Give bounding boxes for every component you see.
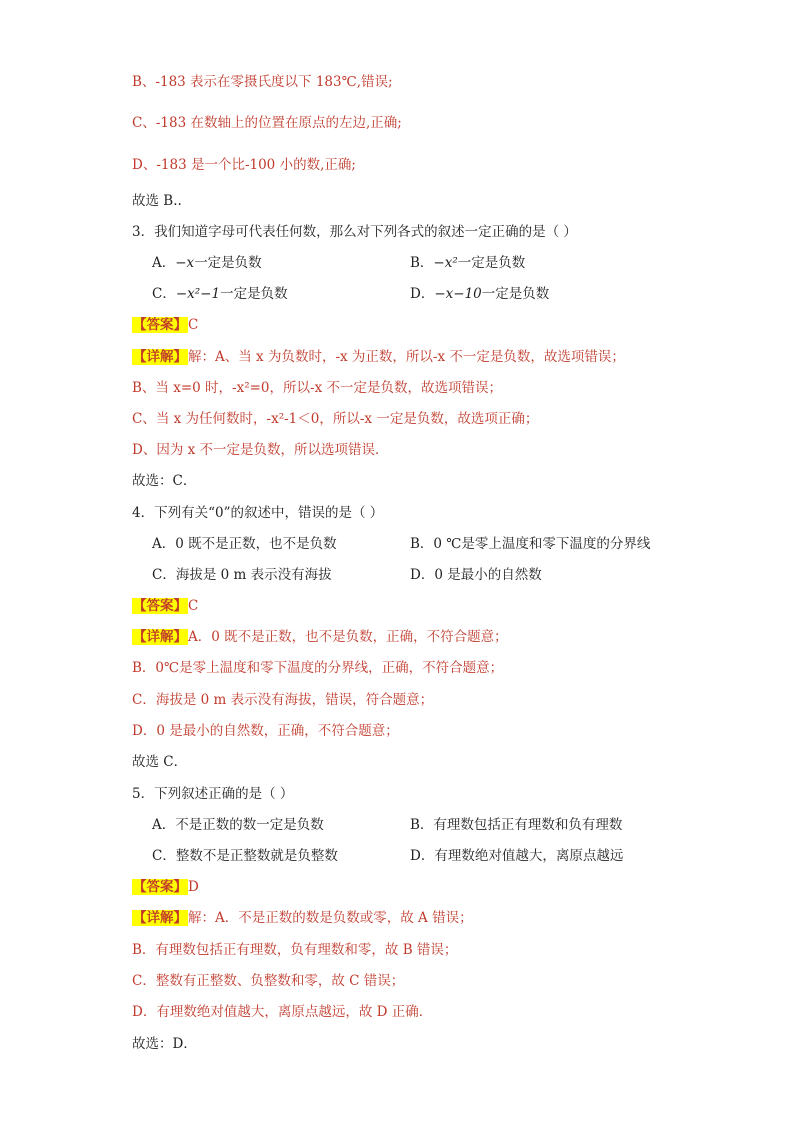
q3-answer — [132, 315, 198, 335]
q3-option-c-math: −x²−1 — [175, 286, 221, 302]
q3-detail-3: C、当 x 为任何数时，-x²-1＜0，所以-x 一定是负数，故选项正确； — [132, 411, 539, 427]
q4-option-b: B．0 ℃是零上温度和零下温度的分界线 — [410, 536, 651, 552]
q5-stem: 5．下列叙述正确的是（ ） — [132, 786, 294, 802]
q3-detail-2: B、当 x=0 时，-x²=0，所以-x 不一定是负数，故选项错误； — [132, 380, 502, 396]
detail-tag: 【详解】 — [133, 910, 187, 926]
detail-tag: 【详解】 — [133, 629, 187, 645]
q3-option-b-math: −x² — [433, 255, 458, 271]
q4-option-d: D．0 是最小的自然数 — [410, 567, 542, 583]
q4-detail-1-text: A．0 既不是正数，也不是负数，正确，不符合题意； — [188, 629, 508, 645]
q5-detail-4: D．有理数绝对值越大，离原点越远，故 D 正确． — [132, 1004, 433, 1020]
q3-option-c-letter: C． — [152, 286, 176, 302]
q5-answer — [132, 877, 199, 897]
q5-option-c: C．整数不是正整数就是负整数 — [152, 848, 338, 864]
q3-option-c — [152, 284, 288, 304]
q3-answer-value: C — [188, 317, 199, 333]
q3-option-b — [410, 253, 525, 273]
q5-answer-value: D — [188, 879, 199, 895]
q4-stem: 4．下列有关“0”的叙述中，错误的是（ ） — [132, 505, 384, 521]
q5-detail-3: C．整数有正整数、负整数和零，故 C 错误； — [132, 973, 405, 989]
q3-option-d-letter: D． — [410, 286, 435, 302]
q4-detail-1 — [132, 627, 508, 647]
q5-option-b: B．有理数包括正有理数和负有理数 — [410, 817, 623, 833]
q5-option-d: D．有理数绝对值越大，离原点越远 — [410, 848, 624, 864]
q5-option-a: A．不是正数的数一定是负数 — [152, 817, 324, 833]
q3-option-d-text: 一定是负数 — [481, 286, 550, 302]
q3-option-b-text: 一定是负数 — [457, 255, 526, 271]
q4-choose: 故选 C． — [132, 754, 188, 770]
prev-detail-c: C、-183 在数轴上的位置在原点的左边,正确; — [132, 115, 402, 131]
q3-detail-1-text: 解：A、当 x 为负数时，-x 为正数，所以-x 不一定是负数，故选项错误； — [188, 349, 625, 365]
q3-option-d-math: −x−10 — [434, 286, 482, 302]
answer-tag: 【答案】 — [133, 598, 187, 614]
q3-option-a-math: −x — [175, 255, 195, 271]
q4-answer — [132, 596, 198, 616]
q5-detail-2: B．有理数包括正有理数，负有理数和零，故 B 错误； — [132, 942, 458, 958]
q3-option-a-text: 一定是负数 — [194, 255, 262, 271]
prev-detail-d: D、-183 是一个比-100 小的数,正确; — [132, 157, 356, 173]
q3-stem: 3．我们知道字母可代表任何数，那么对下列各式的叙述一定正确的是（ ） — [132, 224, 577, 240]
q3-detail-1 — [132, 347, 625, 367]
q3-option-c-text: 一定是负数 — [220, 286, 288, 302]
prev-detail-b: B、-183 表示在零摄氏度以下 183℃,错误; — [132, 74, 393, 90]
q3-option-b-letter: B． — [410, 255, 434, 271]
q5-detail-1 — [132, 908, 473, 928]
q4-detail-2: B．0℃是零上温度和零下温度的分界线，正确，不符合题意； — [132, 660, 504, 676]
q3-option-a-letter: A． — [152, 255, 176, 271]
q3-option-d — [410, 284, 549, 304]
q4-detail-4: D．0 是最小的自然数，正确，不符合题意； — [132, 723, 399, 739]
answer-tag: 【答案】 — [133, 317, 187, 333]
q3-choose: 故选：C． — [132, 473, 197, 489]
q5-choose: 故选：D． — [132, 1036, 197, 1052]
detail-tag: 【详解】 — [133, 349, 187, 365]
answer-tag: 【答案】 — [133, 879, 187, 895]
q4-option-a: A．0 既不是正数，也不是负数 — [152, 536, 337, 552]
q5-detail-1-text: 解：A．不是正数的数是负数或零，故 A 错误； — [188, 910, 473, 926]
q4-option-c: C．海拔是 0 m 表示没有海拔 — [152, 567, 332, 583]
q3-option-a — [152, 253, 262, 273]
q4-answer-value: C — [188, 598, 199, 614]
prev-choose: 故选 B.. — [132, 193, 182, 209]
q3-detail-4: D、因为 x 不一定是负数，所以选项错误． — [132, 442, 389, 458]
q4-detail-3: C．海拔是 0 m 表示没有海拔，错误，符合题意； — [132, 692, 434, 708]
